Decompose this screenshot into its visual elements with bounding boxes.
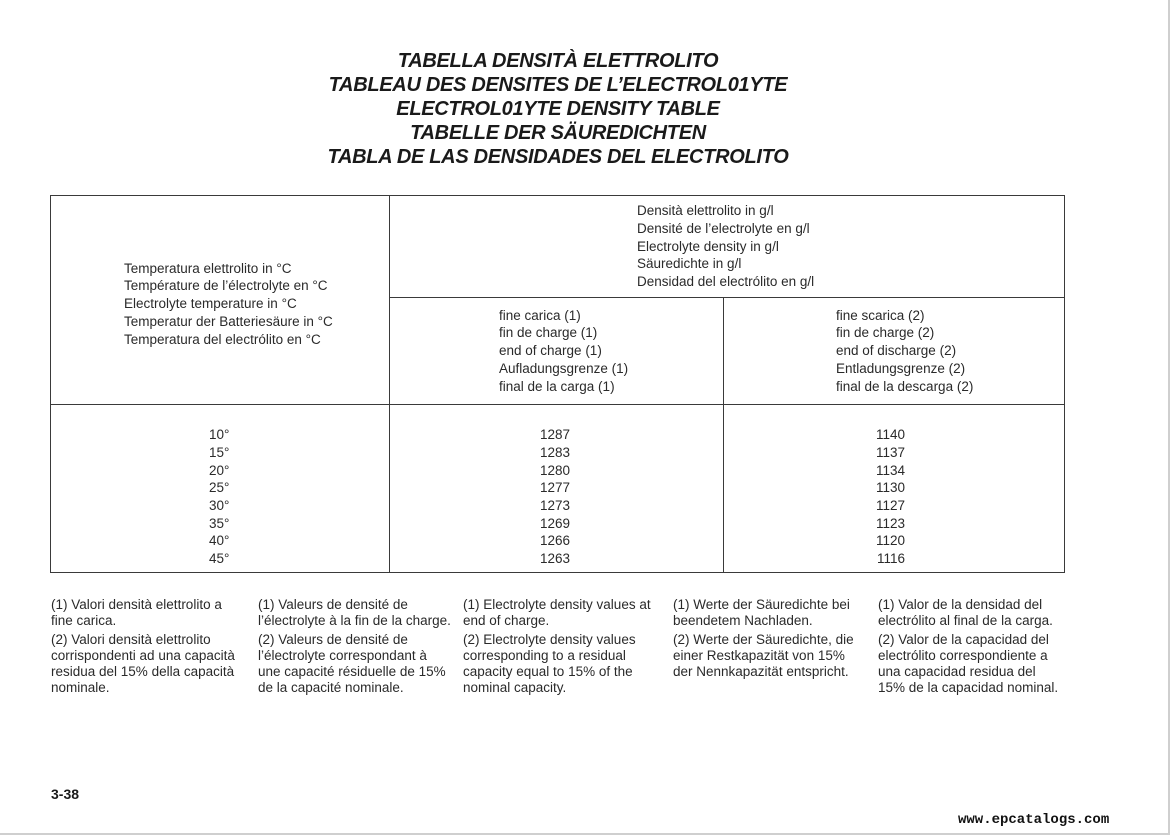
charge-density-value: 1277 [540,480,571,496]
footnote-2: (2) Valori densità elettrolito corrispondenti ad una capacità residua del 15% della capacità nominale. [51,632,235,695]
density-header-cell [390,196,1065,298]
temperature-value: 20° [209,462,230,478]
charge-header-line: Aufladungsgrenze (1) [499,360,629,376]
footnote-1: (1) Valeurs de densité de l’électrolyte à la fin de la charge. [258,597,451,628]
footnote-italian [51,597,241,699]
footnote-english [463,597,653,699]
temperature-header-line: Electrolyte temperature in °C [124,296,297,312]
charge-density-value: 1263 [540,551,571,567]
discharge-density-value: 1137 [876,444,906,460]
title-german: TABELLE DER SÄUREDICHTEN [410,122,706,144]
temperature-header-line: Temperatur der Batteriesäure in °C [124,313,333,329]
footnote-2: (2) Werte der Säuredichte, die einer Restkapazität von 15% der Nennkapazität entspricht. [673,632,854,679]
footnote-german [673,597,865,683]
temperature-value: 35° [209,515,230,531]
temperature-header-line: Temperatura elettrolito in °C [124,260,292,276]
charge-header-line: end of charge (1) [499,343,602,359]
title-english: ELECTROL01YTE DENSITY TABLE [396,98,720,120]
discharge-density-value: 1120 [876,533,906,549]
density-header-line: Densità elettrolito in g/l [637,203,774,219]
temperature-header-line: Température de l’électrolyte en °C [124,278,328,294]
electrolyte-density-table [50,195,1065,573]
footnote-2: (2) Valor de la capacidad del electrólito correspondiente a una capacidad residua del 15% de la capacidad nominal. [878,632,1059,695]
discharge-header-line: final de la descarga (2) [836,378,974,394]
discharge-header-line: Entladungsgrenze (2) [836,360,966,376]
temperature-value: 40° [209,533,230,549]
charge-header-line: final de la carga (1) [499,378,615,394]
temperature-value: 45° [209,551,230,567]
temperature-value: 10° [209,427,230,443]
discharge-density-value: 1123 [876,515,906,531]
footnote-1: (1) Valor de la densidad del electrólito al final de la carga. [878,597,1053,628]
discharge-density-value: 1134 [876,462,906,478]
watermark-url: www.epcatalogs.com [958,812,1110,828]
temperature-header-cell [51,196,390,405]
discharge-header-line: fine scarica (2) [836,307,925,323]
footnote-1: (1) Valori densità elettrolito a fine carica. [51,597,222,628]
charge-density-value: 1283 [540,444,571,460]
temperature-header-line: Temperatura del electrólito en °C [124,331,321,347]
title-italian: TABELLA DENSITÀ ELETTROLITO [397,50,719,72]
charge-values-cell [390,405,724,573]
discharge-values-cell [724,405,1065,573]
discharge-header-line: fin de charge (2) [836,325,935,341]
end-of-discharge-header-cell [724,298,1065,405]
density-header-line: Säuredichte in g/l [637,256,742,272]
temperature-values-cell [51,405,390,573]
density-header-line: Densidad del electrólito en g/l [637,274,815,290]
temperature-value: 30° [209,498,230,513]
charge-density-value: 1266 [540,533,571,549]
charge-density-value: 1273 [540,498,571,513]
page-number: 3-38 [51,786,80,802]
discharge-density-value: 1127 [876,498,906,513]
temperature-value: 25° [209,480,230,496]
density-header-line: Electrolyte density in g/l [637,238,779,254]
title-french: TABLEAU DES DENSITES DE L’ELECTROL01YTE [328,74,788,96]
charge-density-value: 1269 [540,515,571,531]
charge-header-line: fin de charge (1) [499,325,598,341]
charge-density-value: 1280 [540,462,571,478]
discharge-density-value: 1116 [877,551,906,567]
charge-density-value: 1287 [540,427,571,443]
discharge-density-value: 1140 [876,427,906,443]
footnote-2: (2) Electrolyte density values corresponding to a residual capacity equal to 15% of the nominal capacity. [463,632,636,695]
charge-header-line: fine carica (1) [499,307,581,323]
footnote-1: (1) Electrolyte density values at end of charge. [463,597,651,628]
footnote-spanish [878,597,1064,699]
discharge-header-line: end of discharge (2) [836,343,957,359]
title-block [0,49,1116,169]
density-header-line: Densité de l’electrolyte en g/l [637,220,810,236]
end-of-charge-header-cell [390,298,724,405]
footnote-1: (1) Werte der Säuredichte bei beendetem Nachladen. [673,597,850,628]
discharge-density-value: 1130 [876,480,906,496]
footnote-2: (2) Valeurs de densité de l’électrolyte correspondant à une capacité résiduelle de 15% de la capacité nominale. [258,632,446,695]
temperature-value: 15° [209,444,230,460]
footnote-french [258,597,452,699]
title-spanish: TABLA DE LAS DENSIDADES DEL ELECTROLITO [327,146,789,168]
